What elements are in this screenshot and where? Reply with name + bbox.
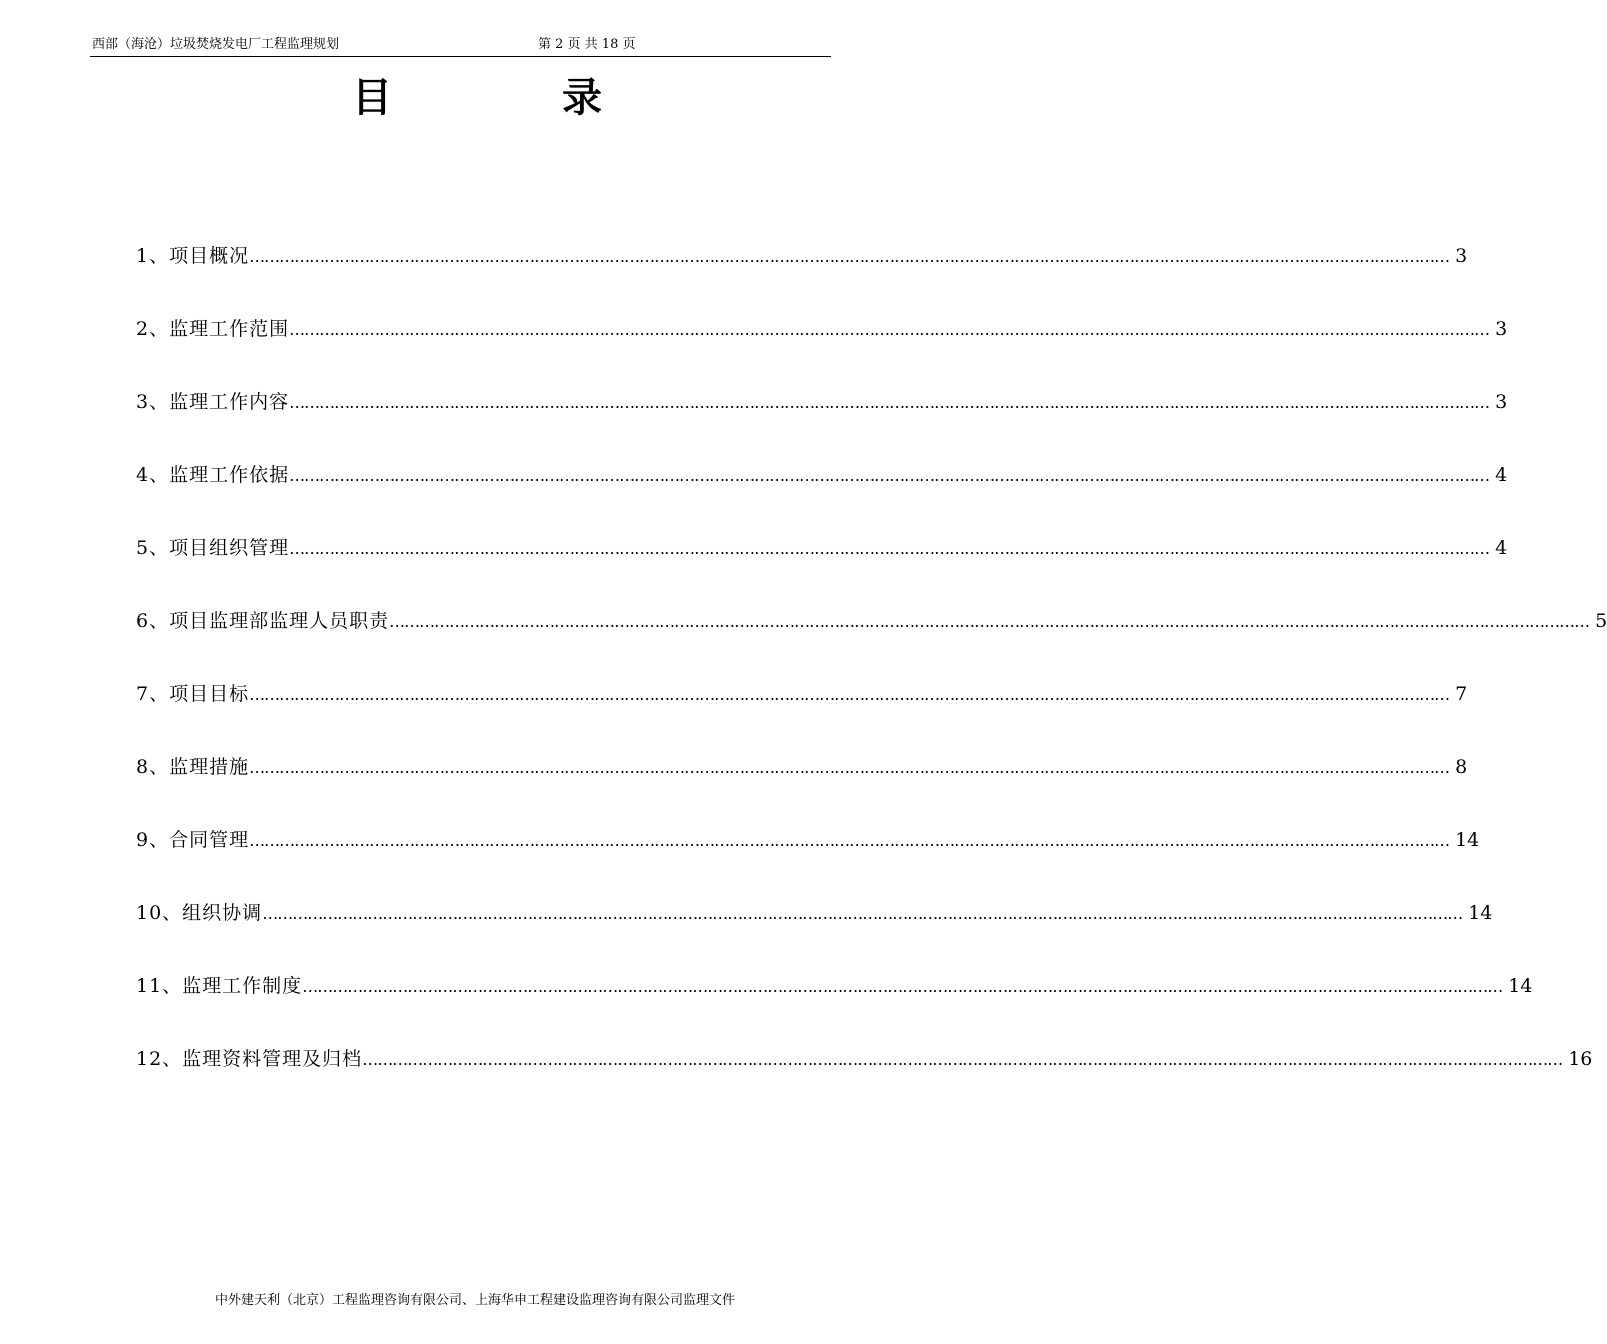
- header-document-title: 西部（海沧）垃圾焚烧发电厂工程监理规划: [92, 37, 340, 52]
- dot-leader: ……………………………………………………………………………………………………………………………………………………………………………………………………………………: [249, 685, 1450, 704]
- toc-item-11[interactable]: [136, 970, 1533, 1002]
- toc-item-label: 3、监理工作内容: [136, 391, 290, 413]
- toc-item-label: 2、监理工作范围: [136, 318, 290, 340]
- toc-title: [0, 74, 950, 124]
- toc-item-1[interactable]: [136, 240, 1468, 272]
- toc-item-page: 8: [1455, 756, 1468, 778]
- toc-item-label: 12、监理资料管理及归档: [136, 1048, 363, 1070]
- toc-item-page: 5: [1595, 610, 1607, 632]
- toc-item-label: 6、项目监理部监理人员职责: [136, 610, 390, 632]
- toc-item-page: 14: [1508, 975, 1533, 997]
- dot-leader: ……………………………………………………………………………………………………………………………………………………………………………………………………………………: [362, 1050, 1563, 1069]
- toc-item-label: 4、监理工作依据: [136, 464, 290, 486]
- dot-leader: ……………………………………………………………………………………………………………………………………………………………………………………………………………………: [302, 977, 1503, 996]
- header-page-number: 第 2 页 共 18 页: [538, 37, 636, 52]
- dot-leader: ……………………………………………………………………………………………………………………………………………………………………………………………………………………: [249, 247, 1450, 266]
- toc-item-page: 3: [1455, 245, 1468, 267]
- dot-leader: ……………………………………………………………………………………………………………………………………………………………………………………………………………………: [289, 466, 1490, 485]
- dot-leader: ……………………………………………………………………………………………………………………………………………………………………………………………………………………: [289, 393, 1490, 412]
- toc-item-page: 16: [1568, 1048, 1593, 1070]
- toc-item-4[interactable]: [136, 459, 1508, 491]
- toc-item-5[interactable]: [136, 532, 1508, 564]
- toc-item-label: 7、项目目标: [136, 683, 250, 705]
- page-header: [90, 36, 831, 57]
- dot-leader: ……………………………………………………………………………………………………………………………………………………………………………………………………………………: [262, 904, 1463, 923]
- dot-leader: ……………………………………………………………………………………………………………………………………………………………………………………………………………………: [389, 612, 1590, 631]
- toc-item-7[interactable]: [136, 678, 1468, 710]
- toc-item-label: 9、合同管理: [136, 829, 250, 851]
- toc-item-page: 3: [1495, 391, 1508, 413]
- toc-item-label: 8、监理措施: [136, 756, 250, 778]
- toc-item-label: 5、项目组织管理: [136, 537, 290, 559]
- toc-item-8[interactable]: [136, 751, 1468, 783]
- toc-item-label: 11、监理工作制度: [136, 975, 303, 997]
- page-footer: 中外建天利（北京）工程监理咨询有限公司、上海华申工程建设监理咨询有限公司监理文件: [214, 1293, 735, 1308]
- toc-item-label: 10、组织协调: [136, 902, 263, 924]
- toc-item-12[interactable]: [136, 1043, 1593, 1075]
- toc-item-page: 3: [1495, 318, 1508, 340]
- toc-item-9[interactable]: [136, 824, 1480, 856]
- toc-item-page: 7: [1455, 683, 1468, 705]
- toc-title-char-2: 录: [562, 75, 602, 121]
- toc-item-page: 4: [1495, 537, 1508, 559]
- dot-leader: ……………………………………………………………………………………………………………………………………………………………………………………………………………………: [289, 320, 1490, 339]
- toc-item-6[interactable]: [136, 605, 1607, 637]
- dot-leader: ……………………………………………………………………………………………………………………………………………………………………………………………………………………: [289, 539, 1490, 558]
- dot-leader: ……………………………………………………………………………………………………………………………………………………………………………………………………………………: [249, 831, 1450, 850]
- toc-item-10[interactable]: [136, 897, 1493, 929]
- toc-item-2[interactable]: [136, 313, 1508, 345]
- toc-title-char-1: 目: [352, 75, 392, 121]
- toc-item-label: 1、项目概况: [136, 245, 250, 267]
- toc-item-page: 4: [1495, 464, 1508, 486]
- toc-item-page: 14: [1468, 902, 1493, 924]
- dot-leader: ……………………………………………………………………………………………………………………………………………………………………………………………………………………: [249, 758, 1450, 777]
- toc-item-3[interactable]: [136, 386, 1508, 418]
- toc-item-page: 14: [1455, 829, 1480, 851]
